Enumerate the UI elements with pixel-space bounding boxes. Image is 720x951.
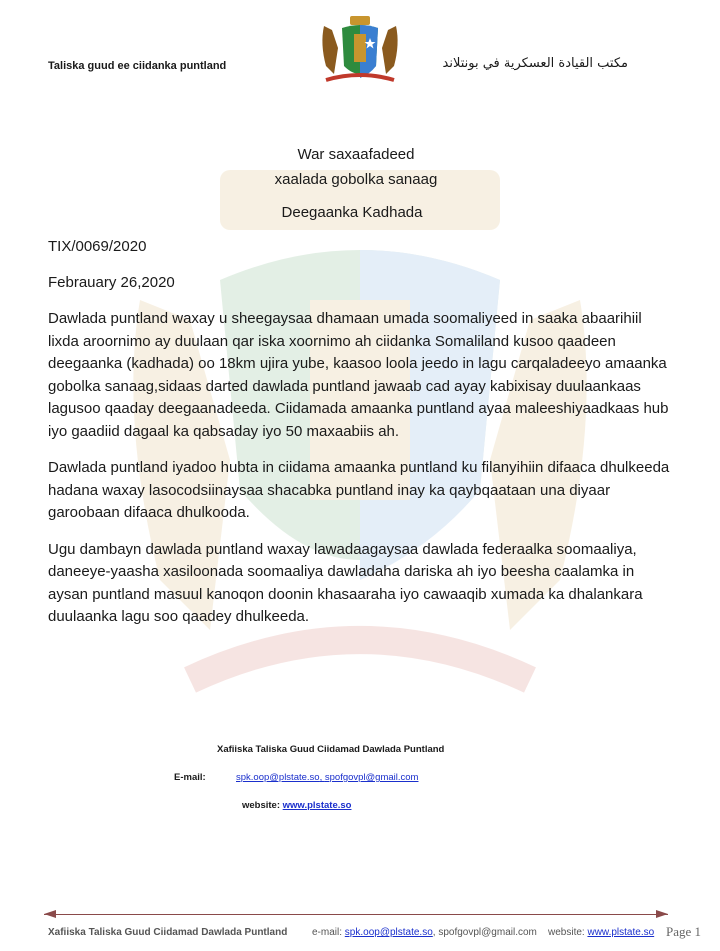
document-location-heading: Deegaanka Kadhada: [281, 204, 423, 221]
signature-office: Xafiiska Taliska Guud Ciidamad Dawlada Puntland: [217, 744, 445, 755]
body-paragraph: Dawlada puntland waxay u sheegaysaa dhamaan umada soomaliyeed in saaka abaarihiil lixda aroornimo ay duulaan qar iska xoornimo ah ciidanka Somaliland kusoo qaadeen deegaanka (kadhada) oo 18km ujira yube, kaasoo loola jeedo in lagu carqaladeeyo amaanka gobolka sanaag,sidaas darted dawlada puntland jawaab cad ayay kabixisay duulaankaas lagusoo qaaday deegaanadeeda. Ciidamada amaanka puntland ayaa maleeshiyaadkaas hub iyo gaadiid dagaal ka qabsaday iyo 50 maxaabiis ah.: [48, 310, 669, 440]
signature-website-label: website:: [242, 800, 281, 811]
signature-website-link[interactable]: www.plstate.so: [282, 800, 352, 811]
signature-email-label: E-mail:: [174, 772, 206, 783]
body-paragraph: Dawlada puntland iyadoo hubta in ciidama amaanka puntland ku filanyihiin difaaca dhulkeeda hadana waxay lasocodsiinaysaa shacabka puntland inay ka qaybqaataan una diyaar garoobaan difaaca dhulkooda.: [48, 459, 670, 521]
body-paragraph: Ugu dambayn dawlada puntland waxay lawadaagaysaa dawlada federaalka soomaaliya, daneeye-yaasha xasiloonada soomaaliya dawladaha dariska ah iyo beesha caalamka in aysan puntland masuul kanoqon doonin khasaaraha iyo cawaaqib xumada ka dhalankara duulaanka lagu soo qaadey dhulkeeda.: [48, 540, 643, 625]
footer-website: [548, 927, 654, 938]
signature-email-separator: ,: [319, 772, 325, 783]
signature-website: [242, 800, 351, 811]
footer-email-secondary: spofgovpl@gmail.com: [438, 927, 537, 938]
footer-website-link[interactable]: www.plstate.so: [587, 927, 655, 938]
footer-divider: [44, 914, 668, 915]
footer-email-separator: ,: [432, 927, 439, 938]
document-subtitle: xaalada gobolka sanaag: [274, 171, 438, 188]
footer-divider-left-tip: [44, 910, 56, 918]
signature-email-primary-link[interactable]: spk.oop@plstate.so: [236, 772, 320, 783]
signature-email-secondary-link[interactable]: spofgovpl@gmail.com: [324, 772, 419, 783]
signature-email-links: [236, 772, 418, 783]
document-date: Febrauary 26,2020: [48, 274, 175, 291]
header-right-arabic-text: مكتب القيادة العسكرية في بونتلاند: [442, 56, 628, 71]
footer-divider-right-tip: [656, 910, 668, 918]
footer-website-label: website:: [548, 927, 585, 938]
document-title: War saxaafadeed: [297, 146, 415, 163]
page-number: Page 1: [666, 924, 702, 939]
footer-email: [312, 927, 537, 938]
puntland-coat-of-arms-icon: [316, 14, 404, 90]
body-text: [48, 308, 676, 643]
footer-office: Xafiiska Taliska Guud Ciidamad Dawlada Puntland: [48, 927, 288, 938]
header-left-text: Taliska guud ee ciidanka puntland: [48, 60, 227, 72]
reference-number: TIX/0069/2020: [48, 238, 147, 255]
footer-email-primary-link[interactable]: spk.oop@plstate.so: [344, 927, 433, 938]
footer-email-label: e-mail:: [312, 927, 343, 938]
